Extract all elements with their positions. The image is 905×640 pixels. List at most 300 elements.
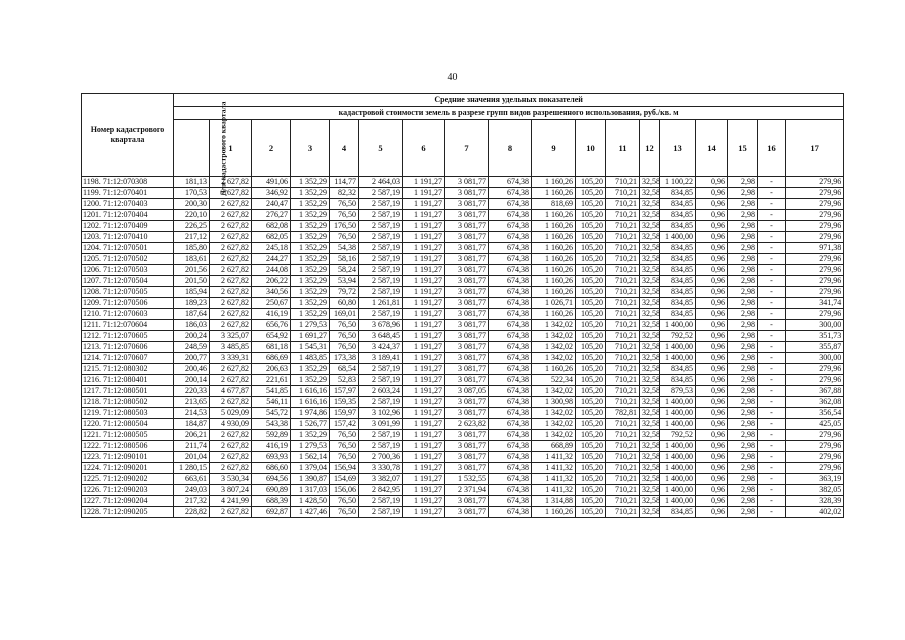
- table-row: [82, 265, 844, 276]
- quarter-number-cell: 1221. 71:12:080505: [82, 430, 174, 441]
- value-cell: 3 081,77: [445, 375, 489, 386]
- value-cell: 221,61: [252, 375, 291, 386]
- value-cell: 2,98: [728, 364, 758, 375]
- value-cell: 105,20: [576, 507, 606, 518]
- value-cell: 543,38: [252, 419, 291, 430]
- value-cell: 1 160,26: [532, 276, 576, 287]
- table-row: [82, 419, 844, 430]
- value-cell: 674,38: [489, 243, 532, 254]
- value-cell: 105,20: [576, 243, 606, 254]
- table-row: [82, 386, 844, 397]
- value-cell: 328,39: [786, 496, 844, 507]
- value-cell: 1 191,27: [403, 243, 445, 254]
- value-cell: 1 191,27: [403, 342, 445, 353]
- value-cell: 834,85: [660, 199, 696, 210]
- value-cell: 1 191,27: [403, 265, 445, 276]
- value-cell: 710,21: [606, 463, 640, 474]
- value-cell: -: [758, 243, 786, 254]
- value-cell: 53,94: [330, 276, 359, 287]
- value-cell: 674,38: [489, 507, 532, 518]
- value-cell: 0,96: [696, 265, 728, 276]
- value-cell: 1 400,00: [660, 419, 696, 430]
- value-cell: 710,21: [606, 221, 640, 232]
- value-cell: 1 352,29: [291, 232, 330, 243]
- quarter-number-cell: 1223. 71:12:090101: [82, 452, 174, 463]
- value-cell: 1 191,27: [403, 364, 445, 375]
- value-cell: 2 627,82: [210, 265, 252, 276]
- value-cell: 2 587,19: [359, 507, 403, 518]
- value-cell: 2 623,82: [445, 419, 489, 430]
- value-cell: 3 081,77: [445, 188, 489, 199]
- value-cell: 1 352,29: [291, 430, 330, 441]
- value-cell: 1 352,29: [291, 210, 330, 221]
- value-cell: 2,98: [728, 430, 758, 441]
- value-cell: 3 081,77: [445, 221, 489, 232]
- value-cell: 834,85: [660, 287, 696, 298]
- value-cell: 710,21: [606, 430, 640, 441]
- value-cell: 1 616,16: [291, 397, 330, 408]
- value-cell: 32,58: [640, 496, 660, 507]
- value-cell: 3 081,77: [445, 353, 489, 364]
- value-cell: 2,98: [728, 353, 758, 364]
- value-cell: 1 411,32: [532, 452, 576, 463]
- value-cell: 3 081,77: [445, 364, 489, 375]
- value-cell: 1 314,88: [532, 496, 576, 507]
- value-cell: -: [758, 320, 786, 331]
- value-cell: 2,98: [728, 265, 758, 276]
- value-cell: 693,93: [252, 452, 291, 463]
- value-cell: 105,20: [576, 232, 606, 243]
- value-cell: 674,38: [489, 309, 532, 320]
- value-cell: 4 241,99: [210, 496, 252, 507]
- value-cell: 2 587,19: [359, 496, 403, 507]
- value-cell: 879,53: [660, 386, 696, 397]
- quarter-number-cell: 1202. 71:12:070409: [82, 221, 174, 232]
- value-cell: 1 191,27: [403, 452, 445, 463]
- value-cell: 68,54: [330, 364, 359, 375]
- value-cell: 1 400,00: [660, 342, 696, 353]
- value-cell: 3 424,37: [359, 342, 403, 353]
- value-cell: 3 081,77: [445, 463, 489, 474]
- value-cell: 1 191,27: [403, 474, 445, 485]
- value-cell: 2,98: [728, 419, 758, 430]
- value-cell: 32,58: [640, 188, 660, 199]
- value-cell: 105,20: [576, 331, 606, 342]
- value-cell: 76,50: [330, 342, 359, 353]
- table-row: [82, 177, 844, 188]
- value-cell: 710,21: [606, 177, 640, 188]
- value-cell: 2,98: [728, 342, 758, 353]
- value-cell: 76,50: [330, 331, 359, 342]
- value-cell: 1 191,27: [403, 188, 445, 199]
- value-cell: 214,53: [174, 408, 210, 419]
- value-cell: 32,58: [640, 320, 660, 331]
- value-cell: 1 026,71: [532, 298, 576, 309]
- value-cell: 834,85: [660, 221, 696, 232]
- value-cell: 1 191,27: [403, 507, 445, 518]
- value-cell: 1 352,29: [291, 364, 330, 375]
- value-cell: 1 191,27: [403, 287, 445, 298]
- value-cell: 105,20: [576, 210, 606, 221]
- value-cell: 792,52: [660, 430, 696, 441]
- value-cell: 710,21: [606, 254, 640, 265]
- value-cell: 355,87: [786, 342, 844, 353]
- value-cell: 710,21: [606, 353, 640, 364]
- value-cell: 1 400,00: [660, 353, 696, 364]
- value-cell: 1 390,87: [291, 474, 330, 485]
- value-cell: 1 191,27: [403, 298, 445, 309]
- value-cell: 2,98: [728, 485, 758, 496]
- quarter-number-cell: 1206. 71:12:070503: [82, 265, 174, 276]
- value-cell: 1 191,27: [403, 463, 445, 474]
- value-cell: 3 081,77: [445, 507, 489, 518]
- value-cell: 2,98: [728, 397, 758, 408]
- value-cell: 170,53: [174, 188, 210, 199]
- value-cell: 674,38: [489, 177, 532, 188]
- value-cell: 4 930,09: [210, 419, 252, 430]
- table-row: [82, 507, 844, 518]
- value-cell: 1 160,26: [532, 287, 576, 298]
- value-cell: 367,88: [786, 386, 844, 397]
- value-cell: 32,58: [640, 342, 660, 353]
- value-cell: 105,20: [576, 298, 606, 309]
- value-cell: 226,25: [174, 221, 210, 232]
- value-cell: -: [758, 276, 786, 287]
- value-cell: 2,98: [728, 309, 758, 320]
- value-cell: 3 081,77: [445, 177, 489, 188]
- value-cell: -: [758, 452, 786, 463]
- value-cell: 32,58: [640, 287, 660, 298]
- value-cell: -: [758, 474, 786, 485]
- value-cell: 159,97: [330, 408, 359, 419]
- value-cell: -: [758, 408, 786, 419]
- value-cell: 710,21: [606, 485, 640, 496]
- value-cell: 834,85: [660, 210, 696, 221]
- table-row: [82, 375, 844, 386]
- value-cell: 1 300,98: [532, 397, 576, 408]
- value-cell: 2 627,82: [210, 276, 252, 287]
- value-cell: 105,20: [576, 474, 606, 485]
- value-cell: 32,58: [640, 463, 660, 474]
- value-cell: 279,96: [786, 287, 844, 298]
- table-body: [82, 177, 844, 518]
- value-cell: 32,58: [640, 408, 660, 419]
- value-cell: 1 427,46: [291, 507, 330, 518]
- value-cell: 2,98: [728, 496, 758, 507]
- value-cell: 1 191,27: [403, 199, 445, 210]
- column-number-header: 14: [696, 120, 728, 177]
- value-cell: 1 160,26: [532, 309, 576, 320]
- value-cell: 834,85: [660, 375, 696, 386]
- value-cell: 710,21: [606, 441, 640, 452]
- value-cell: 1 342,02: [532, 386, 576, 397]
- value-cell: 3 081,77: [445, 254, 489, 265]
- value-cell: 279,96: [786, 199, 844, 210]
- value-cell: 1 352,29: [291, 188, 330, 199]
- value-cell: 279,96: [786, 276, 844, 287]
- value-cell: 0,96: [696, 210, 728, 221]
- column-number-header: 4: [330, 120, 359, 177]
- quarter-number-cell: 1214. 71:12:070607: [82, 353, 174, 364]
- value-cell: 971,38: [786, 243, 844, 254]
- value-cell: 0,96: [696, 188, 728, 199]
- value-cell: 1 411,32: [532, 463, 576, 474]
- value-cell: 3 530,34: [210, 474, 252, 485]
- value-cell: 3 081,77: [445, 265, 489, 276]
- value-cell: 184,87: [174, 419, 210, 430]
- value-cell: 682,08: [252, 221, 291, 232]
- table-row: [82, 221, 844, 232]
- value-cell: 341,74: [786, 298, 844, 309]
- value-cell: -: [758, 177, 786, 188]
- value-cell: 1 483,85: [291, 353, 330, 364]
- value-cell: 5 029,09: [210, 408, 252, 419]
- value-cell: 1 400,00: [660, 320, 696, 331]
- value-cell: 105,20: [576, 375, 606, 386]
- value-cell: 82,32: [330, 188, 359, 199]
- value-cell: -: [758, 430, 786, 441]
- value-cell: 710,21: [606, 210, 640, 221]
- value-cell: 105,20: [576, 221, 606, 232]
- value-cell: 674,38: [489, 419, 532, 430]
- quarter-number-cell: 1209. 71:12:070506: [82, 298, 174, 309]
- value-cell: 834,85: [660, 265, 696, 276]
- table-row: [82, 474, 844, 485]
- value-cell: -: [758, 485, 786, 496]
- value-cell: 185,94: [174, 287, 210, 298]
- value-cell: 2 587,19: [359, 441, 403, 452]
- quarter-number-cell: 1210. 71:12:070603: [82, 309, 174, 320]
- value-cell: 668,89: [532, 441, 576, 452]
- value-cell: 206,21: [174, 430, 210, 441]
- table-row: [82, 309, 844, 320]
- value-cell: 3 081,77: [445, 496, 489, 507]
- value-cell: 545,72: [252, 408, 291, 419]
- value-cell: 105,20: [576, 496, 606, 507]
- value-cell: 710,21: [606, 397, 640, 408]
- value-cell: 32,58: [640, 298, 660, 309]
- value-cell: 32,58: [640, 397, 660, 408]
- value-cell: 0,96: [696, 507, 728, 518]
- table-row: [82, 298, 844, 309]
- value-cell: 200,24: [174, 331, 210, 342]
- quarter-number-header: Номер кадастрового квартала: [82, 94, 174, 177]
- value-cell: 0,96: [696, 364, 728, 375]
- value-cell: -: [758, 353, 786, 364]
- value-cell: 1 342,02: [532, 320, 576, 331]
- value-cell: 76,50: [330, 232, 359, 243]
- value-cell: 834,85: [660, 254, 696, 265]
- value-cell: 2,98: [728, 386, 758, 397]
- quarter-number-cell: 1216. 71:12:080401: [82, 375, 174, 386]
- value-cell: 682,05: [252, 232, 291, 243]
- value-cell: 674,38: [489, 452, 532, 463]
- value-cell: 674,38: [489, 276, 532, 287]
- value-cell: 491,06: [252, 177, 291, 188]
- value-cell: 1 191,27: [403, 485, 445, 496]
- value-cell: 674,38: [489, 210, 532, 221]
- value-cell: 1 191,27: [403, 430, 445, 441]
- value-cell: 2 627,82: [210, 177, 252, 188]
- value-cell: 362,08: [786, 397, 844, 408]
- value-cell: 2,98: [728, 474, 758, 485]
- value-cell: 0,96: [696, 232, 728, 243]
- value-cell: 156,94: [330, 463, 359, 474]
- value-cell: 1 342,02: [532, 419, 576, 430]
- value-cell: 710,21: [606, 199, 640, 210]
- value-cell: -: [758, 199, 786, 210]
- value-cell: 674,38: [489, 221, 532, 232]
- value-cell: 105,20: [576, 320, 606, 331]
- value-cell: 105,20: [576, 419, 606, 430]
- value-cell: 2 587,19: [359, 232, 403, 243]
- value-cell: 206,22: [252, 276, 291, 287]
- value-cell: 1 411,32: [532, 474, 576, 485]
- value-cell: 2,98: [728, 408, 758, 419]
- value-cell: 173,38: [330, 353, 359, 364]
- value-cell: 2 587,19: [359, 375, 403, 386]
- value-cell: 3 382,07: [359, 474, 403, 485]
- value-cell: -: [758, 342, 786, 353]
- value-cell: 220,10: [174, 210, 210, 221]
- value-cell: 834,85: [660, 188, 696, 199]
- quarter-number-cell: 1201. 71:12:070404: [82, 210, 174, 221]
- table-row: [82, 199, 844, 210]
- value-cell: 674,38: [489, 364, 532, 375]
- value-cell: 217,32: [174, 496, 210, 507]
- value-cell: 1 400,00: [660, 452, 696, 463]
- value-cell: 1 342,02: [532, 430, 576, 441]
- value-cell: 674,38: [489, 320, 532, 331]
- table-row: [82, 496, 844, 507]
- value-cell: -: [758, 254, 786, 265]
- value-cell: 200,77: [174, 353, 210, 364]
- value-cell: 2 587,19: [359, 188, 403, 199]
- value-cell: -: [758, 232, 786, 243]
- value-cell: 1 400,00: [660, 485, 696, 496]
- value-cell: 0,96: [696, 342, 728, 353]
- value-cell: 2 464,03: [359, 177, 403, 188]
- value-cell: 2,98: [728, 375, 758, 386]
- value-cell: 0,96: [696, 199, 728, 210]
- value-cell: 382,05: [786, 485, 844, 496]
- value-cell: 1 317,03: [291, 485, 330, 496]
- table-row: [82, 342, 844, 353]
- value-cell: 1 191,27: [403, 320, 445, 331]
- value-cell: 0,96: [696, 408, 728, 419]
- value-cell: 105,20: [576, 452, 606, 463]
- value-cell: 3 325,07: [210, 331, 252, 342]
- page-number: 40: [447, 72, 458, 83]
- value-cell: 818,69: [532, 199, 576, 210]
- value-cell: 279,96: [786, 177, 844, 188]
- value-cell: 279,96: [786, 254, 844, 265]
- value-cell: 2 587,19: [359, 199, 403, 210]
- value-cell: 2 627,82: [210, 199, 252, 210]
- quarter-number-cell: 1219. 71:12:080503: [82, 408, 174, 419]
- value-cell: 710,21: [606, 419, 640, 430]
- value-cell: 32,58: [640, 441, 660, 452]
- value-cell: 710,21: [606, 452, 640, 463]
- quarter-number-cell: 1222. 71:12:080506: [82, 441, 174, 452]
- quarter-number-cell: 1203. 71:12:070410: [82, 232, 174, 243]
- value-cell: 792,52: [660, 331, 696, 342]
- value-cell: 340,56: [252, 287, 291, 298]
- value-cell: -: [758, 287, 786, 298]
- quarter-number-cell: 1226. 71:12:090203: [82, 485, 174, 496]
- value-cell: 1 342,02: [532, 408, 576, 419]
- value-cell: 220,33: [174, 386, 210, 397]
- value-cell: 363,19: [786, 474, 844, 485]
- value-cell: 3 081,77: [445, 287, 489, 298]
- value-cell: 710,21: [606, 320, 640, 331]
- value-cell: 710,21: [606, 386, 640, 397]
- table-row: [82, 287, 844, 298]
- value-cell: 3 081,77: [445, 441, 489, 452]
- value-cell: 1 160,26: [532, 507, 576, 518]
- value-cell: 674,38: [489, 188, 532, 199]
- value-cell: 32,58: [640, 276, 660, 287]
- value-cell: 79,72: [330, 287, 359, 298]
- value-cell: 2,98: [728, 452, 758, 463]
- value-cell: 0,96: [696, 177, 728, 188]
- value-cell: 1 342,02: [532, 342, 576, 353]
- value-cell: 2 587,19: [359, 276, 403, 287]
- value-cell: 416,19: [252, 309, 291, 320]
- value-cell: 3 081,77: [445, 408, 489, 419]
- value-cell: 2 627,82: [210, 210, 252, 221]
- value-cell: 105,20: [576, 188, 606, 199]
- value-cell: 201,04: [174, 452, 210, 463]
- value-cell: 279,96: [786, 441, 844, 452]
- value-cell: 1 191,27: [403, 232, 445, 243]
- value-cell: 1 160,26: [532, 177, 576, 188]
- value-cell: 592,89: [252, 430, 291, 441]
- value-cell: 674,38: [489, 265, 532, 276]
- quarter-number-cell: 1218. 71:12:080502: [82, 397, 174, 408]
- table-row: [82, 364, 844, 375]
- value-cell: 654,92: [252, 331, 291, 342]
- value-cell: 1 191,27: [403, 276, 445, 287]
- value-cell: 674,38: [489, 353, 532, 364]
- table-row: [82, 408, 844, 419]
- value-cell: 2 627,82: [210, 243, 252, 254]
- value-cell: 2 587,19: [359, 397, 403, 408]
- quarter-number-cell: 1207. 71:12:070504: [82, 276, 174, 287]
- column-number-header: 9: [532, 120, 576, 177]
- value-cell: 674,38: [489, 331, 532, 342]
- value-cell: 2 627,82: [210, 298, 252, 309]
- value-cell: 169,01: [330, 309, 359, 320]
- quarter-number-cell: 1199. 71:12:070401: [82, 188, 174, 199]
- value-cell: 674,38: [489, 397, 532, 408]
- value-cell: 52,83: [330, 375, 359, 386]
- value-cell: 2 627,82: [210, 397, 252, 408]
- value-cell: 3 485,85: [210, 342, 252, 353]
- value-cell: 0,96: [696, 221, 728, 232]
- value-cell: 2 587,19: [359, 287, 403, 298]
- value-cell: -: [758, 441, 786, 452]
- column-number-header: 16: [758, 120, 786, 177]
- value-cell: 159,35: [330, 397, 359, 408]
- value-cell: 674,38: [489, 430, 532, 441]
- value-cell: 402,02: [786, 507, 844, 518]
- value-cell: 3 081,77: [445, 397, 489, 408]
- value-cell: 1 279,53: [291, 441, 330, 452]
- value-cell: 1 160,26: [532, 232, 576, 243]
- value-cell: 663,61: [174, 474, 210, 485]
- value-cell: 0,96: [696, 353, 728, 364]
